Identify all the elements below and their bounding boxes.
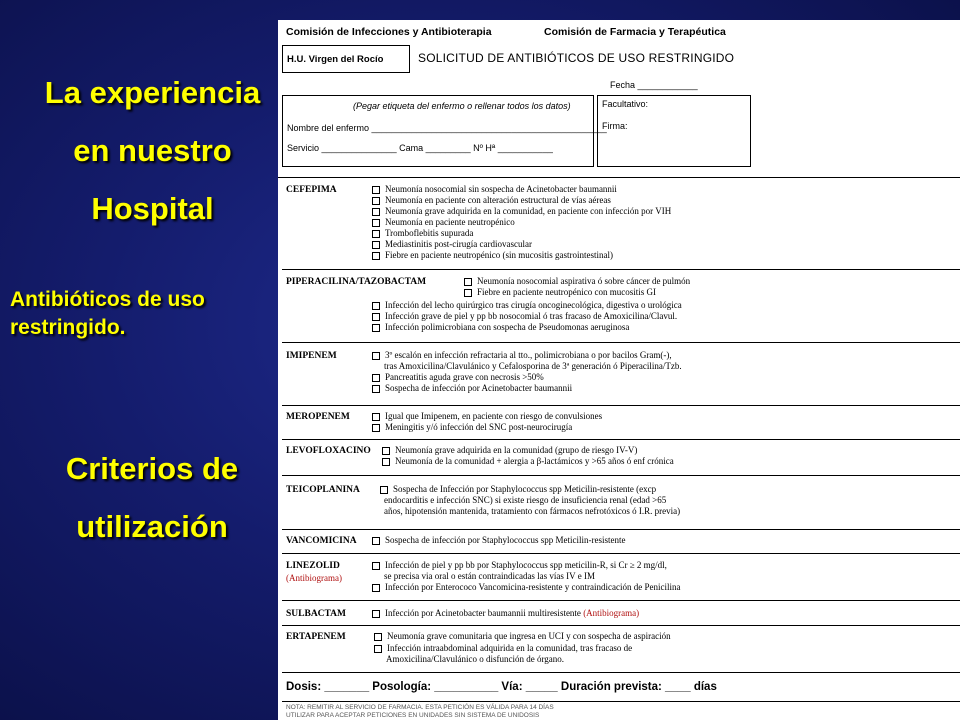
drug-vancomicina: VANCOMICINA (286, 536, 357, 546)
divider (282, 439, 960, 440)
patient-service-field: Servicio _______________ Cama _________ Nº Hª ___________ (287, 143, 553, 153)
doctor-box (597, 95, 751, 167)
criterion: Fiebre en paciente neutropénico (sin mucositis gastrointestinal) (372, 250, 613, 261)
title-line: en nuestro (73, 133, 232, 168)
criterion: Infección por Enterococo Vancomicina-resistente y contraindicación de Penicilina (372, 582, 680, 593)
checkbox[interactable] (372, 241, 380, 249)
checkbox[interactable] (372, 374, 380, 382)
criterion: Neumonía nosocomial aspirativa ó sobre cáncer de pulmón (464, 276, 690, 287)
committee-infections: Comisión de Infecciones y Antibioterapia (286, 26, 492, 38)
criterion: Tromboflebitis supurada (372, 228, 473, 239)
divider (282, 701, 960, 702)
checkbox[interactable] (372, 219, 380, 227)
criterion-continued: endocarditis e infección SNC) si existe riesgo de insuficiencia renal (edad >65 (384, 495, 667, 505)
drug-imipenem: IMIPENEM (286, 351, 337, 361)
drug-ertapenem: ERTAPENEM (286, 632, 346, 642)
title-line: La experiencia (44, 75, 261, 110)
doctor-field: Facultativo: (602, 99, 649, 109)
drug-note: (Antibiograma) (286, 573, 342, 583)
criterion: Mediastinitis post-cirugía cardiovascular (372, 239, 532, 250)
criterion: Sospecha de Infección por Staphylococcus spp Meticilin-resistente (excp (380, 484, 656, 495)
date-field: Fecha ____________ (610, 80, 698, 90)
criterion: Pancreatitis aguda grave con necrosis >50% (372, 372, 544, 383)
checkbox[interactable] (380, 486, 388, 494)
criterion: Infección por Acinetobacter baumannii multiresistente (Antibiograma) (372, 608, 639, 619)
drug-levofloxacino: LEVOFLOXACINO (286, 446, 371, 456)
criterion: Neumonía nosocomial sin sospecha de Acinetobacter baumannii (372, 184, 617, 195)
criterion-continued: Amoxicilina/Clavulánico o disfunción de órgano. (386, 654, 565, 664)
subtitle-line: restringido. (10, 316, 126, 339)
checkbox[interactable] (372, 208, 380, 216)
divider (282, 342, 960, 343)
criterion: Fiebre en paciente neutropénico con mucositis GI (464, 287, 656, 298)
checkbox[interactable] (372, 230, 380, 238)
form-title: SOLICITUD DE ANTIBIÓTICOS DE USO RESTRINGIDO (418, 51, 735, 65)
dosage-line: Dosis: _______ Posología: __________ Vía: _____ Duración prevista: ____ días (286, 681, 717, 693)
hospital-name: H.U. Virgen del Rocío (287, 54, 384, 65)
checkbox[interactable] (464, 278, 472, 286)
committee-pharmacy: Comisión de Farmacia y Terapéutica (544, 26, 726, 38)
criterion-continued: años, hipotensión mantenida, tratamiento con fármacos nefrotóxicos ó I.R. previa) (384, 506, 681, 516)
checkbox[interactable] (372, 562, 380, 570)
divider (282, 529, 960, 530)
checkbox[interactable] (464, 289, 472, 297)
checkbox[interactable] (372, 352, 380, 360)
drug-cefepima: CEFEPIMA (286, 185, 337, 195)
checkbox[interactable] (382, 447, 390, 455)
signature-field: Firma: (602, 121, 628, 131)
title-line: Hospital (91, 191, 214, 226)
patient-label-note: (Pegar etiqueta del enfermo o rellenar todos los datos) (353, 101, 571, 111)
patient-name-field: Nombre del enfermo _______________________________________________ (287, 123, 607, 133)
criterion-continued: tras Amoxicilina/Clavulánico y Cefalosporina de 3ª generación ó Piperacilina/Tzb. (384, 361, 682, 371)
criterion: Neumonía grave adquirida en la comunidad (grupo de riesgo IV-V) (382, 445, 637, 456)
patient-data-box (282, 95, 607, 167)
presentation-title (30, 64, 275, 238)
checkbox[interactable] (382, 458, 390, 466)
drug-piperacilina: PIPERACILINA/TAZOBACTAM (286, 277, 427, 287)
checkbox[interactable] (372, 186, 380, 194)
criterion: Neumonía grave comunitaria que ingresa en UCI y con sospecha de aspiración (374, 631, 671, 642)
criterion: Infección intraabdominal adquirida en la comunidad, tras fracaso de (374, 643, 632, 654)
drug-sulbactam: SULBACTAM (286, 609, 346, 619)
checkbox[interactable] (372, 302, 380, 310)
drug-meropenem: MEROPENEM (286, 412, 350, 422)
criterion: Infección del lecho quirúrgico tras cirugía oncoginecológica, digestiva o urológica (372, 300, 682, 311)
criterion: Infección de piel y pp bb por Staphylococcus spp meticilin-R, si Cr ≥ 2 mg/dl, (372, 560, 667, 571)
criterion: Neumonía de la comunidad + alergia a β-lactámicos y >65 años ó enf crónica (382, 456, 674, 467)
checkbox[interactable] (372, 537, 380, 545)
criteria-line: utilización (76, 509, 228, 544)
checkbox[interactable] (372, 610, 380, 618)
hospital-box (282, 45, 410, 73)
footer-note: UTILIZAR PARA ACEPTAR PETICIONES EN UNIDADES SIN SISTEMA DE UNIDOSIS (286, 712, 540, 719)
criterion: Meningitis y/ó infección del SNC post-neurocirugía (372, 422, 572, 433)
criterion: 3º escalón en infección refractaria al tto., polimicrobiana o por bacilos Gram(-), (372, 350, 672, 361)
checkbox[interactable] (374, 645, 382, 653)
divider (282, 625, 960, 626)
criterion-continued: se precisa via oral o están contraindicadas las vías IV e IM (384, 571, 596, 581)
checkbox[interactable] (372, 385, 380, 393)
subtitle-line: Antibióticos de uso (10, 288, 205, 311)
criterion: Infección polimicrobiana con sospecha de Pseudomonas aeruginosa (372, 322, 629, 333)
checkbox[interactable] (372, 252, 380, 260)
checkbox[interactable] (372, 324, 380, 332)
divider (282, 405, 960, 406)
checkbox[interactable] (372, 413, 380, 421)
checkbox[interactable] (372, 197, 380, 205)
divider (282, 269, 960, 270)
checkbox[interactable] (372, 584, 380, 592)
request-form-document (278, 20, 960, 720)
checkbox[interactable] (372, 424, 380, 432)
divider (282, 553, 960, 554)
divider (282, 672, 960, 673)
criteria-line: Criterios de (65, 451, 239, 486)
criterion: Neumonía grave adquirida en la comunidad, en paciente con infección por VIH (372, 206, 671, 217)
criteria-heading (32, 440, 272, 556)
criterion: Neumonía en paciente neutropénico (372, 217, 515, 228)
footer-note: NOTA: REMITIR AL SERVICIO DE FARMACIA. ESTA PETICIÓN ES VÁLIDA PARA 14 DÍAS (286, 704, 554, 711)
divider (282, 600, 960, 601)
criterion: Infección grave de piel y pp bb nosocomial ó tras fracaso de Amoxicilina/Clavul. (372, 311, 677, 322)
criterion: Igual que Imipenem, en paciente con riesgo de convulsiones (372, 411, 602, 422)
criterion: Neumonía en paciente con alteración estructural de vías aéreas (372, 195, 611, 206)
checkbox[interactable] (374, 633, 382, 641)
divider (278, 177, 960, 178)
presentation-subtitle (10, 286, 265, 342)
antibiogram-note: (Antibiograma) (583, 608, 640, 618)
criterion: Sospecha de infección por Staphylococcus spp Meticilin-resistente (372, 535, 625, 546)
drug-teicoplanina: TEICOPLANINA (286, 485, 360, 495)
drug-linezolid: LINEZOLID (286, 561, 340, 571)
divider (282, 475, 960, 476)
checkbox[interactable] (372, 313, 380, 321)
criterion: Sospecha de infección por Acinetobacter baumannii (372, 383, 572, 394)
